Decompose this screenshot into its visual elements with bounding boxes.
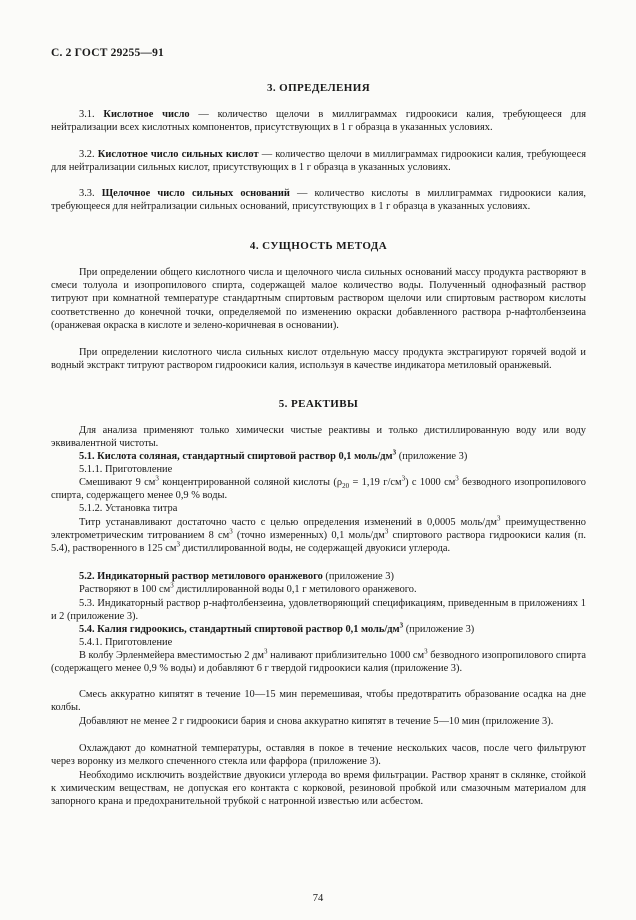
paragraph-5-1-1: Смешивают 9 $см^3$ концентрированной соляной кислоты ($\rho_{20} = 1,19$ $г/см^3$) с 1000 $см^3$ безводного изопропилового спирта, содержащего менее 0,9 % воды. — [51, 474, 586, 502]
heading-5-1: 5.1. Кислота соляная, стандартный спиртовой раствор 0,1 моль/$дм^3$ (приложение 3) — [79, 448, 468, 462]
paragraph-3-1: 3.1. Кислотное число — количество щелочи в миллиграммах гидроокиси калия, требующееся для нейтрализации всех кислотных компонентов, присутствующих в 1 г образца в указанных условиях. — [51, 109, 586, 134]
section-4-title: 4. СУЩНОСТЬ МЕТОДА — [249, 240, 388, 252]
section-5-title: 5. РЕАКТИВЫ — [278, 398, 359, 410]
paragraph-5-intro: Для анализа применяют только химически чистые реактивы и только дистиллированную воду или воду эквивалентной чистоты. — [51, 425, 586, 450]
page-header: С. 2 ГОСТ 29255—91 — [51, 47, 164, 59]
paragraph-3-2: 3.2. Кислотное число сильных кислот — количество щелочи в миллиграммах гидроокиси калия, требующееся для нейтрализации сильных кислот, присутствующих в 1 г образца в указанных условиях. — [51, 149, 587, 174]
heading-5-4: 5.4. Калия гидроокись, стандартный спиртовой раствор 0,1 моль/$дм^3$ (приложение 3) — [79, 621, 475, 635]
paragraph-4-2: При определении кислотного числа сильных кислот отдельную массу продукта экстрагируют горячей водой и водный экстракт титруют раствором гидроокиси калия, используя в качестве индикатора метиловый оранжевый. — [51, 347, 586, 372]
paragraph-5-4-1-storage: Необходимо исключить воздействие двуокиси углерода во время фильтрации. Раствор хранят в склянке, стойкой к химическим веществам, не допуская его контакта с корковой, резиновой пробкой или смазочным материалом для запорного крана и предохранительной трубкой с натронной известью или асбестом. — [51, 770, 586, 808]
paragraph-5-3: 5.3. Индикаторный раствор р-нафтолбензеина, удовлетворяющий спецификациям, приведенным в приложениях 1 и 2 (приложение 3). — [51, 598, 586, 623]
paragraph-5-1-2: Титр устанавливают достаточно часто с целью определения изменений в 0,0005 моль/$дм^3$ преимущественно электрометрическим титрованием 8 $см^3$ (точно измеренных) 0,1 моль/$дм^3$ спиртового раствора гидроокиси калия (п. 5.4), растворенного в 125 $см^3$ дистиллированной воды, не содержащей двуокиси углерода. — [51, 514, 586, 555]
paragraph-5-2: Растворяют в 100 $см^3$ дистиллированной воды 0,1 г метилового оранжевого. — [79, 581, 417, 595]
heading-5-2: 5.2. Индикаторный раствор метилового оранжевого (приложение 3) — [79, 571, 394, 582]
paragraph-5-4-1-cool: Охлаждают до комнатной температуры, оставляя в покое в течение нескольких часов, после чего фильтруют через воронку из мелкого спеченного стекла или фарфора (приложение 3). — [51, 743, 586, 768]
paragraph-4-1: При определении общего кислотного числа и щелочного числа сильных оснований массу продукта растворяют в смеси толуола и изопропилового спирта, содержащей малое количество воды. Полученный однофазный раствор титруют при комнатной температуре стандартным спиртовым раствором щелочи или спиртовым раствором кислоты соответственно до конечной точки, определяемой по изменению окраски добавленного раствора р-нафтолбензеина (оранжевая окраска в кислоте и зелено-коричневая в основании). — [51, 267, 586, 331]
paragraph-5-4-1-barium: Добавляют не менее 2 г гидроокиси бария и снова аккуратно кипятят в течение 5—10 мин (приложение 3). — [79, 716, 554, 727]
heading-5-4-1: 5.4.1. Приготовление — [79, 637, 173, 648]
heading-5-1-2: 5.1.2. Установка титра — [79, 503, 178, 514]
paragraph-5-4-1-boil: Смесь аккуратно кипятят в течение 10—15 мин перемешивая, чтобы предотвратить образование осадка на дне колбы. — [51, 689, 586, 714]
paragraph-3-3: 3.3. Щелочное число сильных оснований — количество кислоты в миллиграммах гидроокиси калия, требующееся для нейтрализации сильных оснований, присутствующих в 1 г образца в указанных условиях. — [51, 188, 586, 213]
section-3-title: 3. ОПРЕДЕЛЕНИЯ — [266, 82, 371, 94]
heading-5-1-1: 5.1.1. Приготовление — [79, 464, 173, 475]
page-number: 74 — [312, 893, 324, 904]
paragraph-5-4-1: В колбу Эрленмейера вместимостью 2 $дм^3$ наливают приблизительно 1000 $см^3$ безводного изопропилового спирта (содержащего менее 0,9 % воды) и добавляют 6 г твердой гидроокиси калия (приложение 3). — [51, 647, 587, 675]
